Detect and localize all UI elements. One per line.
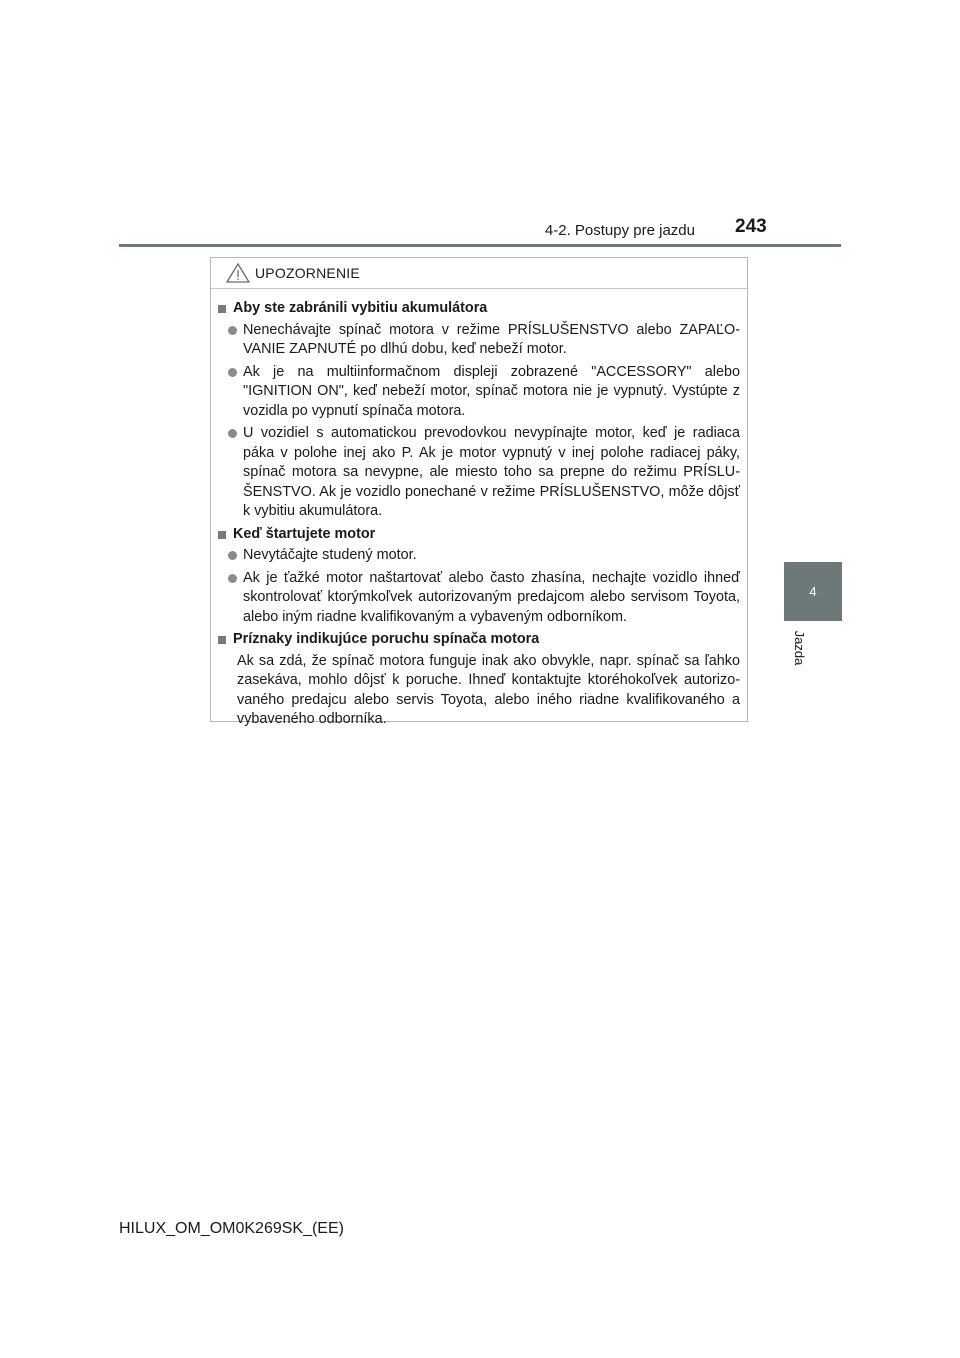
dot-bullet-icon bbox=[228, 551, 237, 560]
warning-triangle-icon bbox=[225, 262, 251, 284]
square-bullet-icon bbox=[218, 305, 226, 313]
section-title-text: Aby ste zabránili vybitiu akumulátora bbox=[233, 300, 488, 316]
caution-body bbox=[211, 289, 747, 730]
square-bullet-icon bbox=[218, 636, 226, 644]
chapter-label: Jazda bbox=[792, 630, 807, 666]
square-bullet-icon bbox=[218, 531, 226, 539]
section-title-text: Príznaky indikujúce poruchu spínača motora bbox=[233, 631, 540, 647]
section-title bbox=[218, 525, 740, 545]
section-paragraph: Ak sa zdá, že spínač motora funguje inak ako obvykle, napr. spínač sa ľahko zasekáva, mohlo dôjsť k poruche. Ihneď kontaktujte ktoréhokoľvek autorizo-vaného predajcu alebo servis Toyota, alebo iného riadne kvalifikovaného a vybaveného odborníka. bbox=[237, 652, 740, 727]
section-title-text: Keď štartujete motor bbox=[233, 525, 376, 542]
chapter-number: 4 bbox=[809, 584, 817, 599]
list-item-text: Ak je na multiinformačnom displeji zobrazené "ACCESSORY" alebo "IGNITION ON", keď nebeží motor, spínač motora nie je vypnutý. Vystúpte z vozidla po vypnutí spínača motora. bbox=[243, 363, 740, 419]
chapter-tab bbox=[784, 562, 842, 621]
list-item-text: Nevytáčajte studený motor. bbox=[243, 547, 417, 563]
dot-bullet-icon bbox=[228, 368, 237, 377]
header-section-title: 4-2. Postupy pre jazdu bbox=[544, 222, 695, 239]
section-battery bbox=[218, 299, 740, 522]
dot-bullet-icon bbox=[228, 326, 237, 335]
list-item bbox=[218, 546, 740, 566]
list-item bbox=[218, 363, 740, 422]
section-malfunction bbox=[218, 630, 740, 730]
list-item bbox=[218, 424, 740, 522]
section-title bbox=[218, 630, 740, 650]
list-item bbox=[218, 321, 740, 360]
section-title bbox=[218, 299, 740, 319]
list-item-text: U vozidiel s automatickou prevodovkou nevypínajte motor, keď je radiaca páka v polohe inej ako P. Ak je motor vypnutý v inej polohe radiacej páky, spínač motora sa nevypne, ale miesto toho sa prepne do režimu PRÍSLU-ŠENSTVO. Ak je vozidlo ponechané v režime PRÍSLUŠENSTVO, môže dôjsť k vybitiu akumulátora. bbox=[243, 425, 740, 519]
section-starting bbox=[218, 525, 740, 628]
caution-title: UPOZORNENIE bbox=[255, 265, 360, 281]
document-id: HILUX_OM_OM0K269SK_(EE) bbox=[119, 1220, 344, 1237]
dot-bullet-icon bbox=[228, 574, 237, 583]
caution-box bbox=[210, 257, 748, 727]
header-divider bbox=[119, 244, 841, 247]
list-item-text: Ak je ťažké motor naštartovať alebo často zhasína, nechajte vozidlo ihneď skontrolovať ktorýmkoľvek autorizovaným predajcom alebo servisom Toyota, alebo iným riadne kvalifikovaným a vybaveným odborníkom. bbox=[243, 569, 740, 625]
list-item bbox=[218, 569, 740, 628]
page-number: 243 bbox=[735, 216, 767, 237]
list-item-text: Nenechávajte spínač motora v režime PRÍSLUŠENSTVO alebo ZAPAĽO-VANIE ZAPNUTÉ po dlhú dobu, keď nebeží motor. bbox=[243, 321, 740, 357]
dot-bullet-icon bbox=[228, 429, 237, 438]
caution-header bbox=[211, 258, 747, 289]
